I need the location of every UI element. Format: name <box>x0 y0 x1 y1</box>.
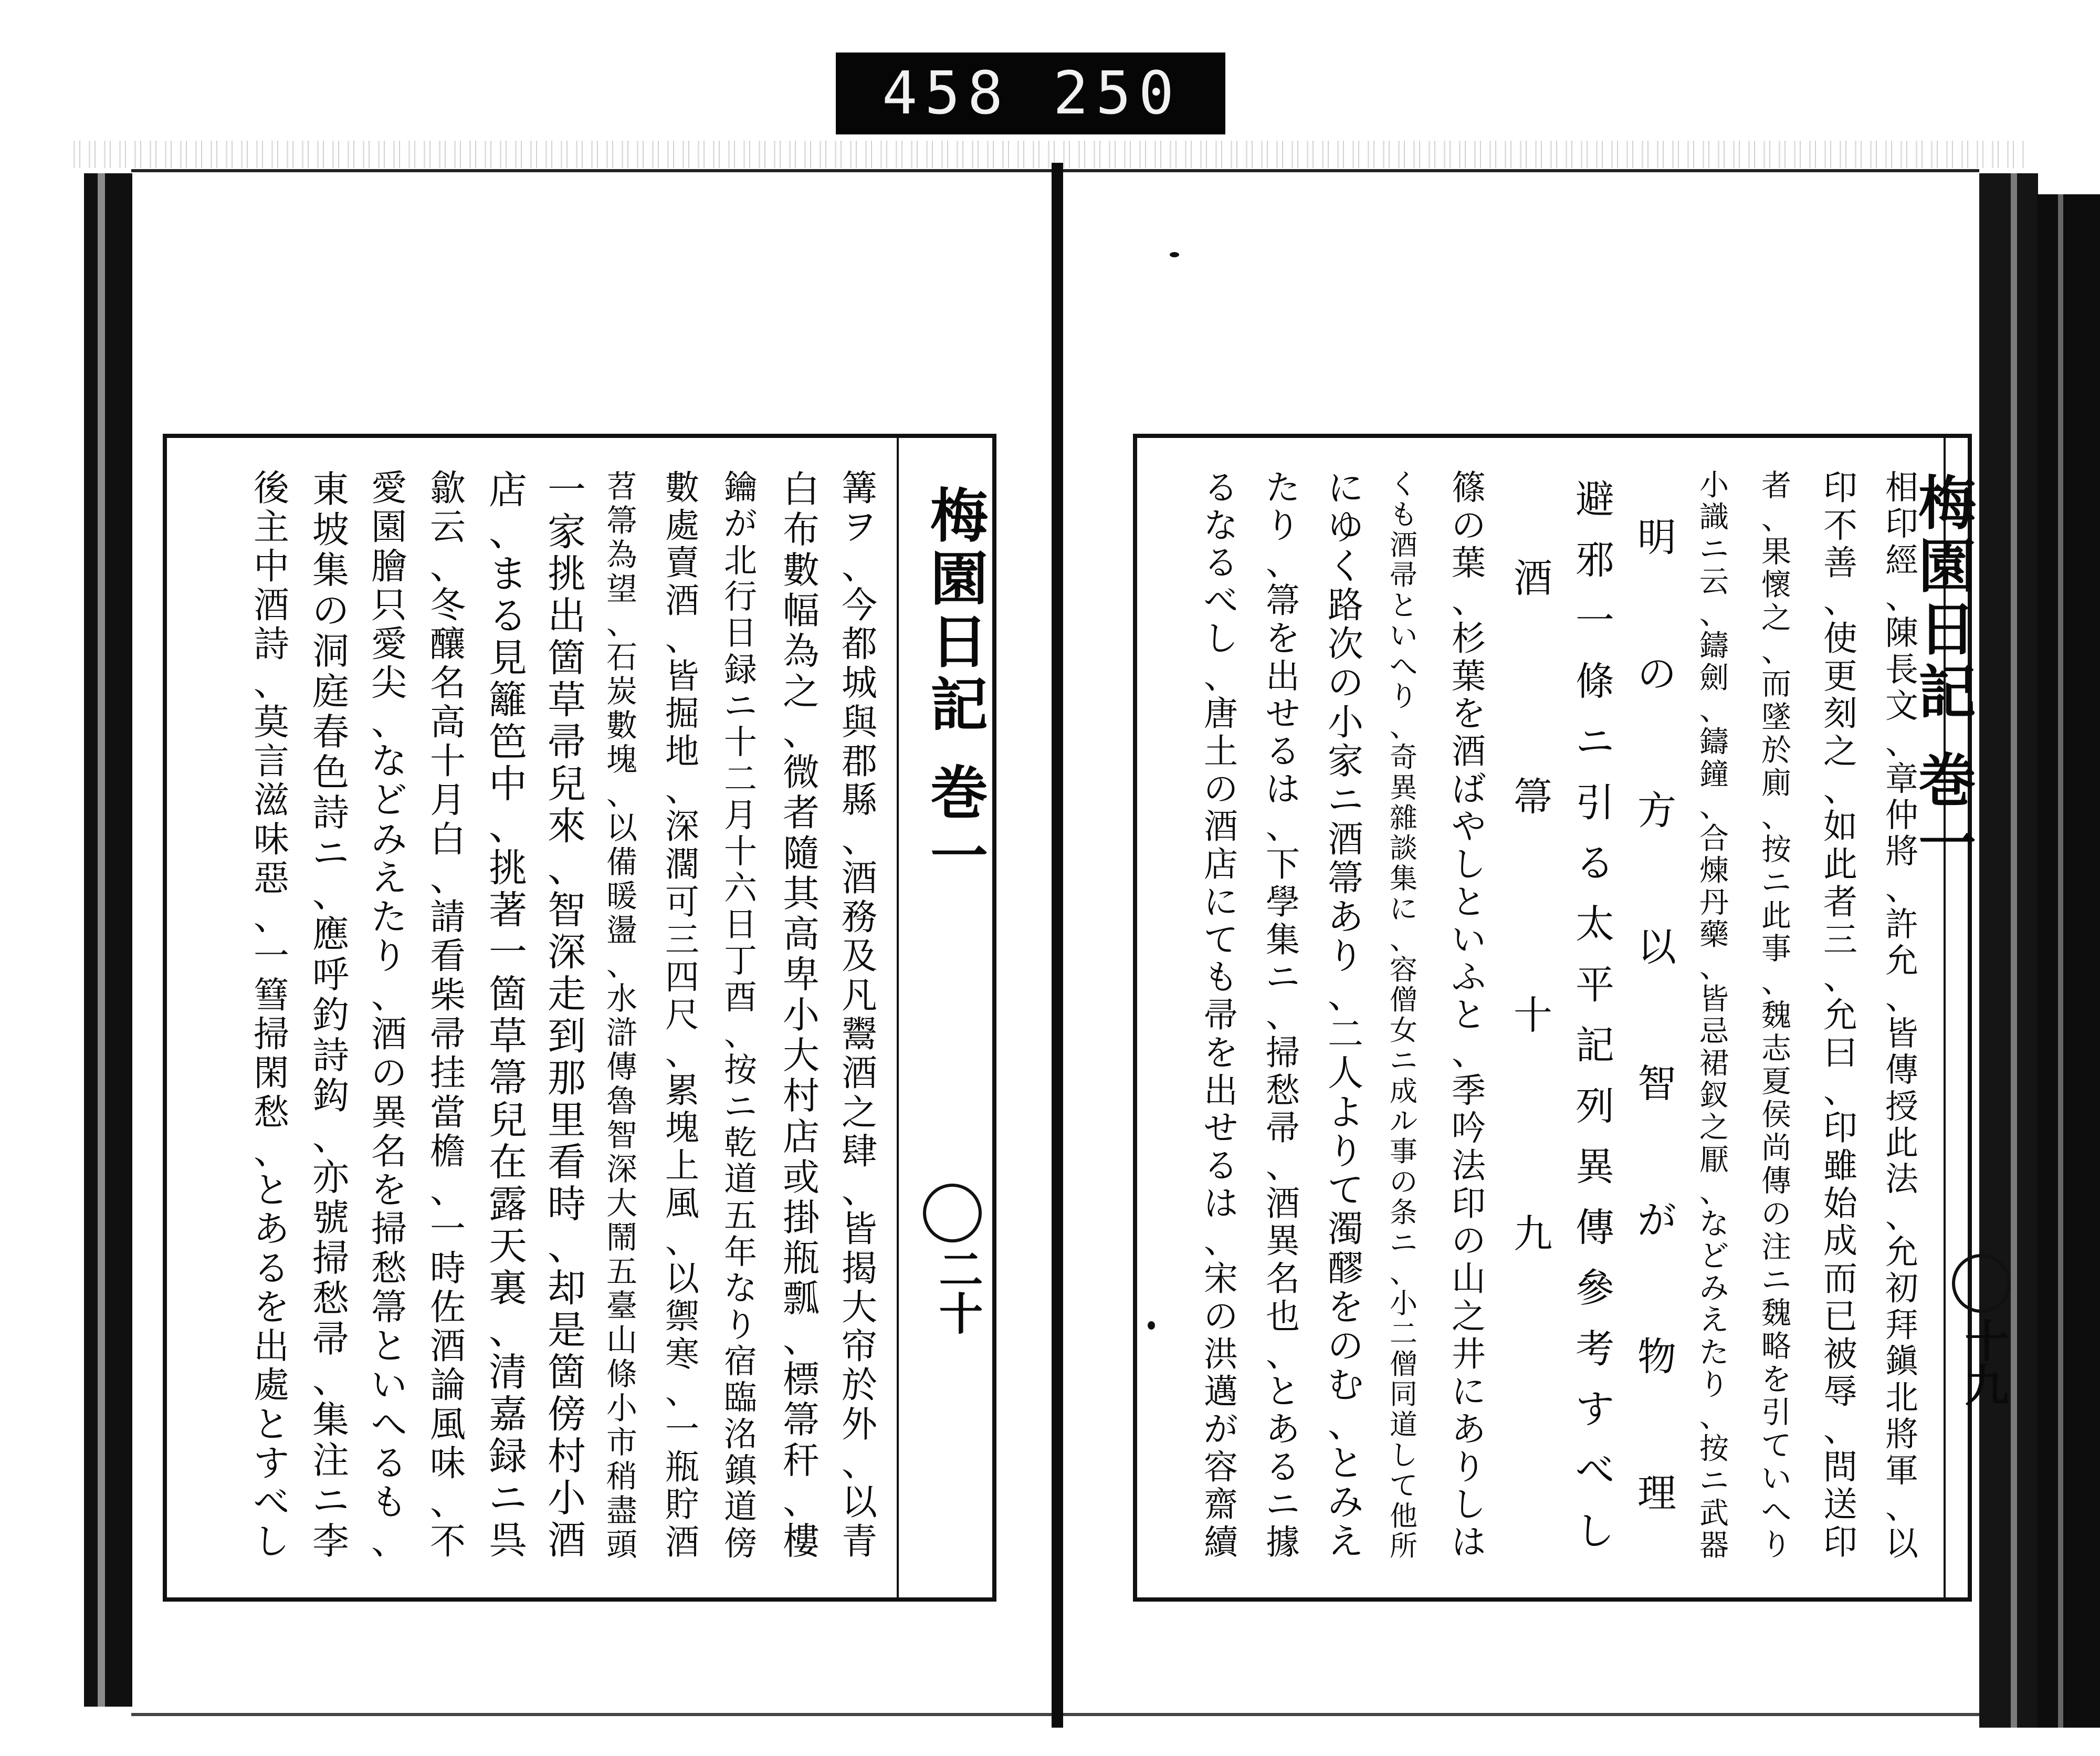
right-page-fishtail-mark <box>1952 1254 2011 1313</box>
ink-speck <box>1148 1321 1155 1330</box>
text-column: 篠 の 葉 、 杉 葉 を 酒 ば や し と い ふ と 、 季 吟 法 印 の 山 之 井 に あ り し は <box>1451 468 1486 1563</box>
book-gutter <box>1052 163 1063 1728</box>
text-column: 小 識 ニ 云 、 鑄 劍 、 鑄 鐘 、 合 煉 丹 藥 、 皆 忌 裙 釵 之 厭 、 な ど み え た り 、 按 ニ 武 器 <box>1699 468 1729 1563</box>
microfilm-label-text: 458 250 <box>881 59 1181 128</box>
text-column: 一 家 挑 出 箇 草 帚 兒 來 、 智 深 走 到 那 里 看 時 、 却 是 箇 傍 村 小 酒 <box>548 468 586 1563</box>
ink-speck <box>1170 252 1179 257</box>
text-column: た り 、 箒 を 出 せ る は 、 下 學 集 ニ 、 掃 愁 帚 、 酒 異 名 也 、 と あ る ニ 據 <box>1265 468 1300 1563</box>
page-stack-right <box>2037 194 2100 1728</box>
book-edge-left <box>84 173 132 1707</box>
left-page-text-frame <box>163 434 996 1602</box>
text-column: 明 の 方 以 智 が 物 理 <box>1637 515 1676 1516</box>
text-column: 愛 園 膾 只 愛 尖 、 な ど み え た り 、 酒 の 異 名 を 掃 愁 箒 と い へ る も 、 <box>371 468 407 1563</box>
text-column: く も 酒 帚 と い へ り 、 奇 異 雜 談 集 に 、 容 僧 女 ニ 成 ル 事 の 条 ニ 、 小 二 僧 同 道 し て 他 所 <box>1390 468 1418 1563</box>
scan-noise <box>74 141 2026 168</box>
right-page-title: 梅園日記 巻一 <box>1909 473 1977 876</box>
text-column: 相 印 經 、 陳 長 文 、 章 仲 將 、 許 允 、 皆 傳 授 此 法 、 允 初 拜 鎭 北 將 軍 、 以 <box>1885 468 1918 1563</box>
text-column: 避 邪 一 條 ニ 引 る 太 平 記 列 異 傳 參 考 す べ し <box>1576 477 1614 1554</box>
left-page-folio: 二十 <box>932 1247 984 1335</box>
text-column: に ゆ く 路 次 の 小 家 ニ 酒 箒 あ り 、 二 人 よ り て 濁 醪 を の む 、 と み え <box>1327 468 1363 1563</box>
text-column: 篝 ヲ 、 今 都 城 與 郡 縣 、 酒 務 及 凡 鬻 酒 之 肆 、 皆 揭 大 帘 於 外 、 以 青 <box>841 468 877 1563</box>
right-page-folio: 十九 <box>1958 1318 2010 1406</box>
right-page-text-frame <box>1133 434 1977 1602</box>
text-column: 者 、 果 懷 之 、 而 墜 於 廁 、 按 ニ 此 事 、 魏 志 夏 侯 尚 傳 の 注 ニ 魏 略 を 引 て い へ り <box>1761 468 1791 1562</box>
text-column: 店 、 ま る 見 籬 笆 中 、 挑 著 一 箇 草 箒 兒 在 露 天 裏 、 清 嘉 録 ニ 呉 <box>489 468 527 1563</box>
text-column: る な る べ し 、 唐 土 の 酒 店 に て も 帚 を 出 せ る は 、 宋 の 洪 邁 が 容 齋 續 <box>1203 468 1238 1563</box>
text-column: 苕 箒 為 望 、 石 炭 數 塊 、 以 備 暖 盪 、 水 滸 傳 魯 智 深 大 鬧 五 臺 山 條 小 市 稍 盡 頭 <box>606 468 637 1563</box>
text-column: 數 處 賣 酒 、 皆 掘 地 、 深 濶 可 三 四 尺 、 累 塊 上 風 、 以 禦 寒 、 一 瓶 貯 酒 <box>665 468 699 1563</box>
text-column: 歙 云 、 冬 釀 名 高 十 月 白 、 請 看 柴 帚 挂 當 檐 、 一 時 佐 酒 論 風 味 、 不 <box>429 468 466 1563</box>
text-column: 印 不 善 、 使 更 刻 之 、 如 此 者 三 、 允 曰 、 印 雖 始 成 而 已 被 辱 、 問 送 印 <box>1823 468 1857 1563</box>
left-page-title: 梅園日記 巻一 <box>921 485 989 889</box>
left-page-column-rule <box>897 438 899 1597</box>
text-column: 東 坡 集 の 洞 庭 春 色 詩 ニ 、 應 呼 釣 詩 鈎 、 亦 號 掃 愁 帚 、 集 注 ニ 李 <box>312 468 349 1563</box>
text-column: 白 布 數 幅 為 之 、 微 者 隨 其 高 卑 小 大 村 店 或 掛 瓶 瓢 、 標 箒 秆 、 樓 <box>783 468 820 1563</box>
text-column: 酒 箒 十 九 <box>1514 556 1552 1257</box>
book-edge-right <box>1979 173 2038 1728</box>
left-page-fishtail-mark <box>923 1184 982 1242</box>
text-column: 鑰 が 北 行 日 録 ニ 十 二 月 十 六 日 丁 酉 、 按 ニ 乾 道 五 年 な り 宿 臨 洺 鎮 道 傍 <box>724 468 757 1563</box>
text-column: 後 主 中 酒 詩 、 莫 言 滋 味 惡 、 一 篲 掃 閑 愁 、 と あ る を 出 處 と す べ し <box>253 468 289 1563</box>
